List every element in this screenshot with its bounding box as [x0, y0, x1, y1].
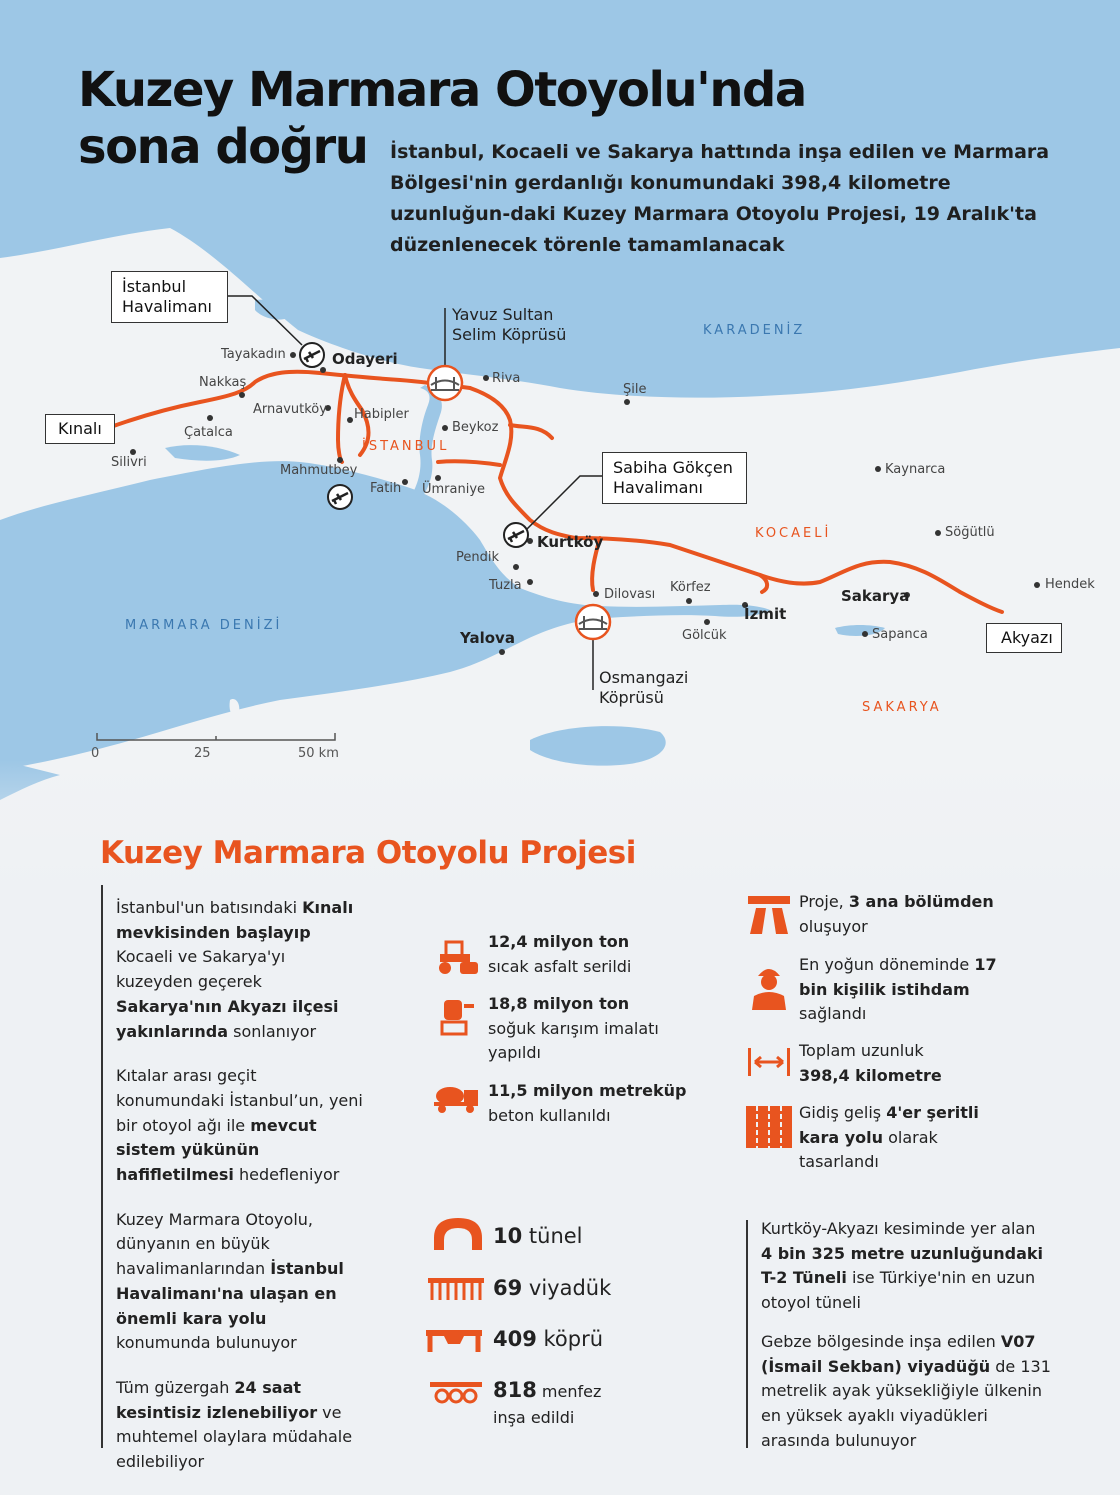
stat-cold-mix: 18,8 milyon ton soğuk karışım imalatı yapıldı: [488, 994, 659, 1062]
label-odayeri: Odayeri: [332, 350, 398, 368]
concrete-truck-icon: [432, 1084, 482, 1114]
bridge-yavuz-icon: [428, 366, 462, 400]
label-sile: Şile: [623, 382, 647, 397]
dot-riva: [483, 375, 489, 381]
left-para-3: Kuzey Marmara Otoyolu, dünyanın en büyük havalimanlarından İstanbul Havalimanı'na ulaşan en önemli kara yolu konumunda bulunuyor: [116, 1209, 344, 1353]
dot-tayakadin: [290, 352, 296, 358]
culvert-icon: [430, 1382, 482, 1404]
label-catalca: Çatalca: [184, 425, 233, 440]
scale-label-0: 0: [91, 746, 100, 761]
label-pendik: Pendik: [456, 550, 500, 565]
label-nakkas: Nakkaş: [199, 375, 247, 390]
dot-dilovasi: [593, 591, 599, 597]
stat-employment: En yoğun döneminde 17 bin kişilik istihdam sağlandı: [799, 955, 997, 1023]
left-para-4: Tüm güzergah 24 saat kesintisiz izlenebiliyor ve muhtemel olaylara müdahale edilebiliyor: [116, 1377, 353, 1472]
count-culvert: 818 menfez: [493, 1378, 602, 1402]
callout-akyazi-text: Akyazı: [1001, 628, 1053, 647]
stat-concrete: 11,5 milyon metreküp beton kullanıldı: [488, 1081, 687, 1125]
label-kocaeli-province: KOCAELİ: [755, 526, 832, 541]
label-sapanca: Sapanca: [872, 627, 928, 642]
label-habipler: Habipler: [354, 407, 409, 422]
stat-sections: Proje, 3 ana bölümden oluşuyor: [799, 892, 994, 936]
right-bottom-column: [761, 1217, 1051, 1473]
label-tayakadin: Tayakadın: [221, 347, 286, 362]
callout-istanbul-airport-text: İstanbul Havalimanı: [122, 277, 212, 316]
dot-beykoz: [442, 425, 448, 431]
label-mahmutbey: Mahmutbey: [280, 463, 358, 478]
right-para-1: Kurtköy-Akyazı kesiminde yer alan 4 bin 325 metre uzunluğundaki T-2 Tüneli ise Türkiye'nin en uzun otoyol tüneli: [761, 1219, 1044, 1313]
stat-asphalt: 12,4 milyon ton sıcak asfalt serildi: [488, 932, 632, 976]
scale-label-25: 25: [194, 746, 211, 761]
label-yalova: Yalova: [460, 629, 515, 647]
dot-sile: [624, 399, 630, 405]
dot-kaynarca: [875, 466, 881, 472]
count-bridge: 409 köprü: [493, 1327, 604, 1351]
intro-text: İstanbul, Kocaeli ve Sakarya hattında inşa edilen ve Marmara Bölgesi'nin gerdanlığı konumundaki 398,4 kilometre uzunluğun-daki Kuzey Marmara Otoyolu Projesi, 19 Aralık'ta düzenlenecek törenle tamamlanacak: [390, 141, 1050, 256]
airport-istanbul-icon: [300, 343, 324, 367]
count-viaduct: 69 viyadük: [493, 1276, 612, 1300]
count-culvert-sub: inşa edildi: [493, 1408, 575, 1427]
label-arnavutkoy: Arnavutköy: [253, 402, 327, 417]
project-title: Kuzey Marmara Otoyolu Projesi: [100, 835, 636, 871]
tunnel-icon: [434, 1218, 482, 1250]
label-yavuz-bridge: Yavuz Sultan Selim Köprüsü: [452, 305, 567, 344]
label-beykoz: Beykoz: [452, 420, 499, 435]
worker-icon: [750, 962, 788, 1010]
length-icon: [748, 1048, 790, 1076]
dot-nakkas: [239, 392, 245, 398]
title-line-2: sona doğru: [78, 119, 368, 175]
label-izmit: İzmit: [744, 605, 787, 623]
left-divider: [101, 885, 103, 1448]
dot-umraniye: [435, 475, 441, 481]
dot-sapanca: [862, 631, 868, 637]
label-silivri: Silivri: [111, 455, 147, 470]
count-tunnel: 10 tünel: [493, 1224, 583, 1248]
map-fade: [0, 760, 1120, 900]
label-marmara: MARMARA DENİZİ: [125, 618, 283, 633]
dot-pendik: [513, 564, 519, 570]
label-hendek: Hendek: [1045, 577, 1095, 592]
mixer-plant-icon: [436, 996, 478, 1036]
label-sakarya-province: SAKARYA: [862, 700, 942, 715]
right-divider: [746, 1220, 748, 1448]
label-riva: Riva: [492, 371, 521, 386]
dot-habipler: [347, 417, 353, 423]
label-karadeniz: KARADENİZ: [703, 323, 806, 338]
callout-kinali: [45, 414, 115, 444]
callout-sabiha-airport: [602, 452, 747, 504]
dot-sogutlu: [935, 530, 941, 536]
dot-hendek: [1034, 582, 1040, 588]
left-para-2: Kıtalar arası geçit konumundaki İstanbul’un, yeni bir otoyol ağı ile mevcut sistem yükünün hafifletilmesi hedefleniyor: [116, 1066, 363, 1185]
title-line-1: Kuzey Marmara Otoyolu'nda: [78, 62, 806, 118]
right-para-2: Gebze bölgesinde inşa edilen V07 (İsmail Sekban) viyadüğü de 131 metrelik ayak yüksekliğiyle ülkenin en yüksek ayaklı viyadükleri arasında bulunuyor: [761, 1331, 1051, 1450]
airport-sabiha-icon: [504, 523, 528, 547]
label-fatih: Fatih: [370, 481, 402, 496]
label-kurtkoy: Kurtköy: [537, 533, 604, 551]
callout-kinali-text: Kınalı: [58, 419, 102, 438]
label-tuzla: Tuzla: [489, 578, 522, 593]
stat-length: Toplam uzunluk 398,4 kilometre: [799, 1041, 942, 1085]
viaduct-icon: [428, 1278, 484, 1304]
dot-korfez: [686, 598, 692, 604]
dot-tuzla: [527, 579, 533, 585]
callout-istanbul-airport: [111, 271, 228, 323]
label-istanbul-province: İSTANBUL: [362, 439, 450, 454]
highway-icon: [748, 896, 790, 934]
label-golcuk: Gölcük: [682, 628, 727, 643]
label-kaynarca: Kaynarca: [885, 462, 946, 477]
stat-lanes: Gidiş geliş 4'er şeritli kara yolu olarak tasarlandı: [799, 1103, 979, 1171]
scale-label-50: 50 km: [298, 746, 339, 761]
label-dilovasi: Dilovası: [604, 587, 656, 602]
label-osmangazi-bridge: Osmangazi Köprüsü: [599, 668, 689, 707]
bridge-osmangazi-icon: [576, 605, 610, 639]
label-korfez: Körfez: [670, 580, 711, 595]
bridge-icon: [426, 1330, 482, 1354]
left-column: [116, 896, 366, 1495]
callout-sabiha-airport-text: Sabiha Gökçen Havalimanı: [613, 458, 733, 497]
dot-fatih: [402, 479, 408, 485]
lanes-icon: [746, 1106, 792, 1148]
label-sakarya-city: Sakarya: [841, 587, 910, 605]
label-sogutlu: Söğütlü: [945, 525, 995, 540]
airport-ataturk-icon: [328, 485, 352, 509]
dot-yalova: [499, 649, 505, 655]
dot-catalca: [207, 415, 213, 421]
label-umraniye: Ümraniye: [422, 482, 486, 497]
dot-odayeri: [320, 367, 326, 373]
callout-akyazi: [986, 623, 1062, 653]
roller-icon: [434, 938, 480, 976]
dot-golcuk: [704, 619, 710, 625]
left-para-1: İstanbul'un batısındaki Kınalı mevkisinden başlayıp Kocaeli ve Sakarya'yı kuzeyden geçerek Sakarya'nın Akyazı ilçesi yakınlarında sonlanıyor: [116, 898, 354, 1041]
